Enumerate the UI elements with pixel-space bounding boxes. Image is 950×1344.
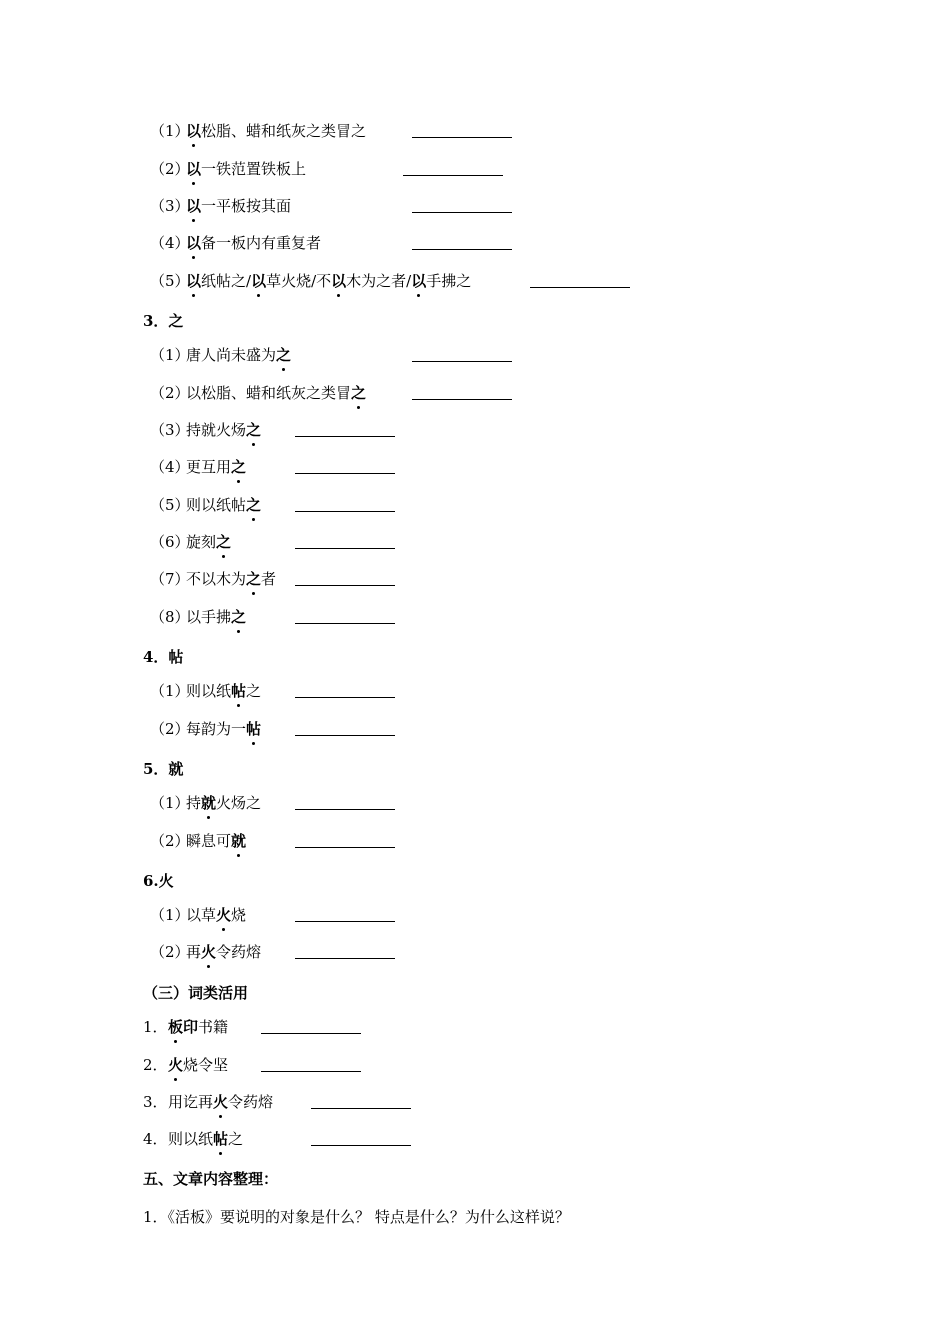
- answer-blank[interactable]: [311, 1107, 411, 1109]
- emphasis-char: 火: [216, 906, 232, 924]
- answer-blank[interactable]: [403, 174, 503, 176]
- list-item: （6）旋刻之: [150, 531, 231, 553]
- emphasis-char: 之: [231, 608, 247, 626]
- answer-blank[interactable]: [295, 622, 395, 624]
- emphasis-char: 以: [186, 122, 202, 140]
- emphasis-char: 之: [246, 421, 262, 439]
- list-item: 1．板印书籍: [143, 1016, 228, 1038]
- emphasis-char: 就: [201, 794, 217, 812]
- answer-blank[interactable]: [295, 696, 395, 698]
- emphasis-char: 之: [276, 346, 292, 364]
- answer-blank[interactable]: [261, 1032, 361, 1034]
- section-heading: 五、文章内容整理：: [143, 1170, 279, 1188]
- list-item: （8）以手拂之: [150, 606, 246, 628]
- answer-blank[interactable]: [295, 846, 395, 848]
- answer-blank[interactable]: [295, 547, 395, 549]
- list-item: （7）不以木为之者: [150, 568, 276, 590]
- list-item: （5）以纸帖之/以草火烧/不以木为之者/以手拂之: [150, 270, 471, 292]
- question-text: 1．《活板》要说明的对象是什么？ 特点是什么？为什么这样说？: [143, 1208, 570, 1226]
- answer-blank[interactable]: [530, 286, 630, 288]
- answer-blank[interactable]: [412, 136, 512, 138]
- answer-blank[interactable]: [295, 920, 395, 922]
- list-item: （2）瞬息可就: [150, 830, 246, 852]
- list-item: （2）以松脂、蜡和纸灰之类冒之: [150, 382, 366, 404]
- emphasis-char: 以: [186, 234, 202, 252]
- list-item: （2）再火令药熔: [150, 941, 261, 963]
- emphasis-char: 以: [186, 272, 202, 290]
- answer-blank[interactable]: [295, 435, 395, 437]
- list-item: 3．用讫再火令药熔: [143, 1091, 273, 1113]
- emphasis-char: 以: [186, 160, 202, 178]
- list-item: （2）每韵为一帖: [150, 718, 261, 740]
- section-heading: 6.火: [143, 872, 174, 890]
- list-item: （4）更互用之: [150, 456, 246, 478]
- answer-blank[interactable]: [412, 398, 512, 400]
- section-heading: 5．就: [143, 760, 184, 778]
- emphasis-char: 帖: [246, 720, 262, 738]
- emphasis-char: 就: [231, 832, 247, 850]
- answer-blank[interactable]: [412, 248, 512, 250]
- list-item: 4．则以纸帖之: [143, 1128, 243, 1150]
- emphasis-char: 以: [411, 272, 427, 290]
- list-item: （4）以备一板内有重复者: [150, 232, 321, 254]
- list-item: （1）则以纸帖之: [150, 680, 261, 702]
- answer-blank[interactable]: [295, 734, 395, 736]
- answer-blank[interactable]: [295, 472, 395, 474]
- answer-blank[interactable]: [311, 1144, 411, 1146]
- emphasis-char: 之: [351, 384, 367, 402]
- emphasis-char: 之: [246, 496, 262, 514]
- answer-blank[interactable]: [295, 808, 395, 810]
- emphasis-char: 火: [213, 1093, 229, 1111]
- list-item: 2．火烧令坚: [143, 1054, 228, 1076]
- list-item: （3）以一平板按其面: [150, 195, 291, 217]
- list-item: （1）持就火炀之: [150, 792, 261, 814]
- emphasis-char: 之: [216, 533, 232, 551]
- emphasis-char: 以: [186, 197, 202, 215]
- section-heading: 3．之: [143, 312, 184, 330]
- answer-blank[interactable]: [295, 510, 395, 512]
- emphasis-char: 帖: [213, 1130, 229, 1148]
- answer-blank[interactable]: [412, 211, 512, 213]
- emphasis-char: 火: [168, 1056, 184, 1074]
- section-heading: 4．帖: [143, 648, 184, 666]
- emphasis-char: 板: [168, 1018, 184, 1036]
- list-item: （1）以草火烧: [150, 904, 246, 926]
- emphasis-char: 帖: [231, 682, 247, 700]
- answer-blank[interactable]: [295, 584, 395, 586]
- list-item: （1）以松脂、蜡和纸灰之类冒之: [150, 120, 366, 142]
- emphasis-char: 以: [331, 272, 347, 290]
- emphasis-char: 以: [251, 272, 267, 290]
- list-item: （2）以一铁范置铁板上: [150, 158, 306, 180]
- list-item: （1）唐人尚未盛为之: [150, 344, 291, 366]
- emphasis-char: 之: [246, 570, 262, 588]
- answer-blank[interactable]: [261, 1070, 361, 1072]
- answer-blank[interactable]: [412, 360, 512, 362]
- list-item: （3）持就火炀之: [150, 419, 261, 441]
- emphasis-char: 之: [231, 458, 247, 476]
- list-item: （5）则以纸帖之: [150, 494, 261, 516]
- emphasis-char: 火: [201, 943, 217, 961]
- answer-blank[interactable]: [295, 957, 395, 959]
- section-heading: （三）词类活用: [143, 984, 249, 1002]
